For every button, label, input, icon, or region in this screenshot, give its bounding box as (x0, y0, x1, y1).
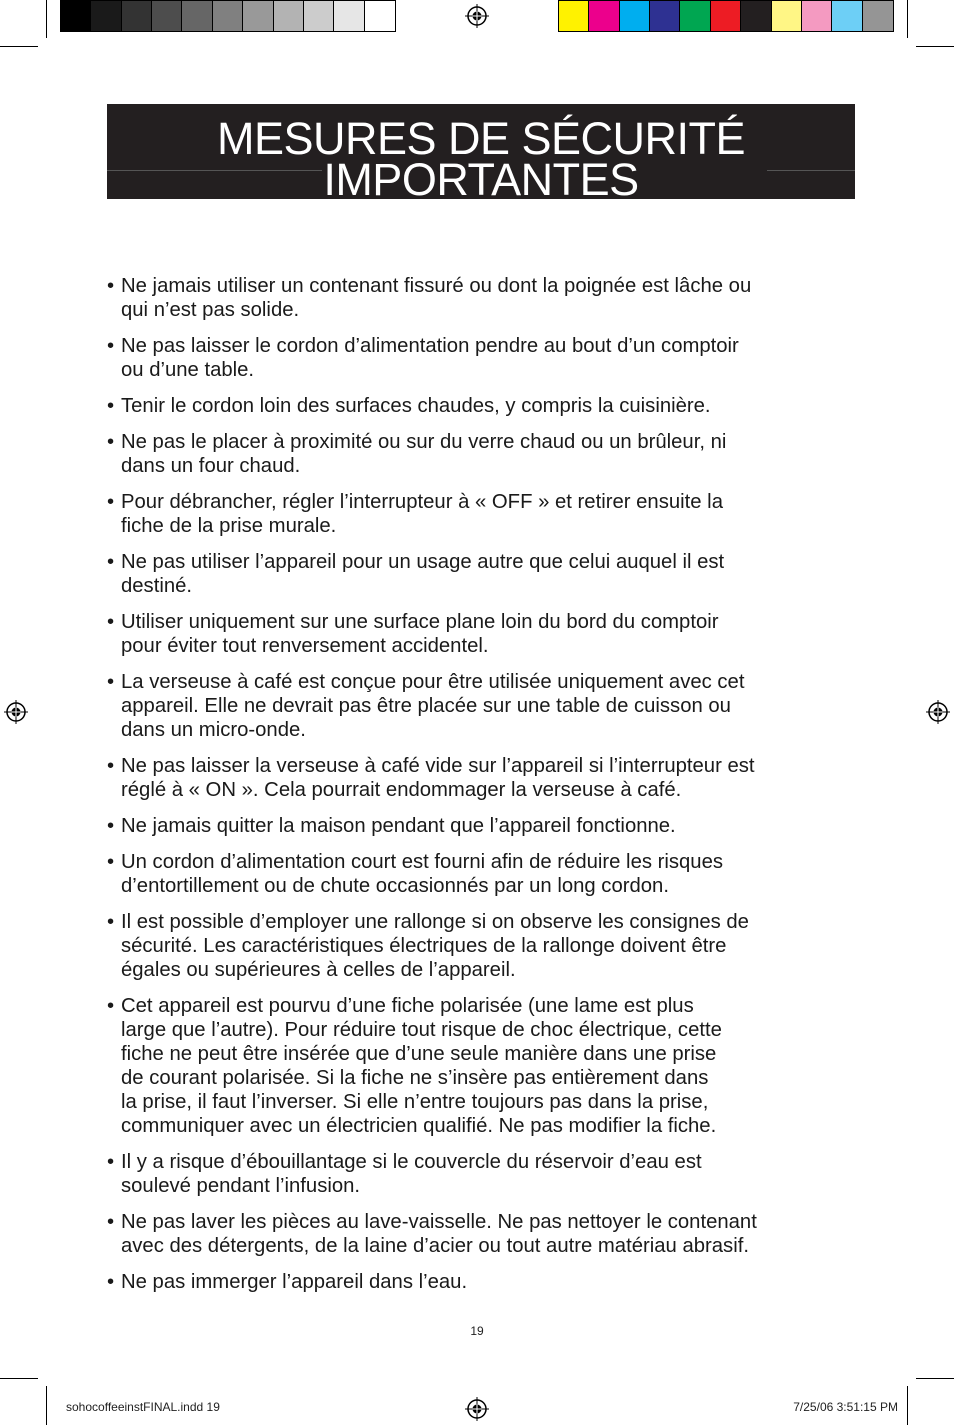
list-item (107, 1150, 867, 1198)
list-item-text: Ne jamais quitter la maison pendant que l’appareil fonctionne. (121, 815, 676, 837)
list-item-text: Ne pas laver les pièces au lave-vaisselle. Ne pas nettoyer le contenant avec des détergents, de la laine d’acier ou tout autre matériau abrasif. (121, 1211, 757, 1257)
list-item-text: Ne pas utiliser l’appareil pour un usage autre que celui auquel il est destiné. (121, 551, 725, 597)
list-item-text: Cet appareil est pourvu d’une fiche polarisée (une lame est plus large que l’autre). Pour réduire tout risque de choc électrique, cette fiche ne peut être insérée que d’une seule manière dans une prise de courant polarisée. Si la fiche ne s’insère pas entièrement dans la prise, il faut l’inverser. Si elle n’entre toujours pas dans la prise, communiquer avec un électricien qualifié. Ne pas modifier la fiche. (121, 995, 722, 1137)
crop-mark-top-left-h (0, 46, 38, 47)
grayscale-swatch (122, 1, 152, 31)
bullet-icon: • (107, 1151, 115, 1173)
list-item-text: Ne pas laisser le cordon d’alimentation pendre au bout d’un comptoir ou d’une table. (121, 335, 739, 381)
list-item-text: Utiliser uniquement sur une surface plane loin du bord du comptoir pour éviter tout renversement accidentel. (121, 611, 719, 657)
list-item (107, 1210, 867, 1258)
list-item-text: Ne pas le placer à proximité ou sur du verre chaud ou un brûleur, ni dans un four chaud. (121, 431, 727, 477)
list-item-text: Ne pas laisser la verseuse à café vide sur l’appareil si l’interrupteur est réglé à « ON ». Cela pourrait endommager la verseuse à café. (121, 755, 755, 801)
bullet-icon: • (107, 275, 115, 297)
registration-mark-icon (926, 700, 950, 724)
bullet-icon: • (107, 431, 115, 453)
process-color-swatch (559, 1, 589, 31)
list-item (107, 850, 867, 898)
list-item (107, 610, 867, 658)
list-item-text: Un cordon d’alimentation court est fourni afin de réduire les risques d’entortillement ou de chute occasionnés par un long cordon. (121, 851, 724, 897)
registration-mark-icon (465, 1397, 489, 1421)
grayscale-swatch (213, 1, 243, 31)
bullet-icon: • (107, 995, 115, 1017)
grayscale-swatch (334, 1, 364, 31)
list-item (107, 670, 867, 742)
crop-mark-bottom-right-h (916, 1378, 954, 1379)
list-item (107, 490, 867, 538)
process-color-swatch (620, 1, 650, 31)
list-item (107, 1270, 867, 1294)
list-item (107, 814, 867, 838)
bullet-icon: • (107, 671, 115, 693)
page-title-line-2: IMPORTANTES (323, 154, 639, 205)
list-item (107, 910, 867, 982)
list-item (107, 334, 867, 382)
bullet-icon: • (107, 911, 115, 933)
list-item (107, 394, 867, 418)
registration-mark-icon (465, 4, 489, 28)
grayscale-swatch (365, 1, 395, 31)
list-item-text: Il y a risque d’ébouillantage si le couvercle du réservoir d’eau est soulevé pendant l’infusion. (121, 1151, 702, 1197)
bullet-icon: • (107, 611, 115, 633)
process-color-swatch (680, 1, 710, 31)
registration-mark-icon (4, 700, 28, 724)
crop-mark-top-right-h (916, 46, 954, 47)
process-color-swatch (863, 1, 893, 31)
crop-mark-bottom-left-v (46, 1386, 47, 1425)
process-color-swatch (832, 1, 862, 31)
slug-filename: sohocoffeeinstFINAL.indd 19 (66, 1400, 220, 1414)
grayscale-swatch (91, 1, 121, 31)
page-title-banner (107, 104, 855, 205)
bullet-icon: • (107, 395, 115, 417)
slug-timestamp: 7/25/06 3:51:15 PM (793, 1400, 898, 1414)
list-item-text: Tenir le cordon loin des surfaces chaudes, y compris la cuisinière. (121, 395, 711, 417)
bullet-icon: • (107, 815, 115, 837)
list-item-text: Ne pas immerger l’appareil dans l’eau. (121, 1271, 468, 1293)
bullet-icon: • (107, 551, 115, 573)
grayscale-swatch (182, 1, 212, 31)
grayscale-swatch (304, 1, 334, 31)
list-item-text: Pour débrancher, régler l’interrupteur à « OFF » et retirer ensuite la fiche de la prise murale. (121, 491, 723, 537)
bullet-icon: • (107, 1271, 115, 1293)
process-color-swatch (741, 1, 771, 31)
list-item (107, 274, 867, 322)
crop-mark-top-right-v (907, 0, 908, 38)
crop-mark-bottom-left-h (0, 1378, 38, 1379)
bullet-icon: • (107, 335, 115, 357)
crop-mark-top-left-v (46, 0, 47, 38)
safety-instructions-list (107, 274, 867, 1306)
process-color-swatch (650, 1, 680, 31)
bullet-icon: • (107, 491, 115, 513)
list-item (107, 550, 867, 598)
page-title-line-1: MESURES DE SÉCURITÉ (216, 113, 746, 164)
grayscale-swatch (152, 1, 182, 31)
list-item (107, 430, 867, 478)
bullet-icon: • (107, 755, 115, 777)
list-item-text: Il est possible d’employer une rallonge si on observe les consignes de sécurité. Les caractéristiques électriques de la rallonge doivent être égales ou supérieures à celles de l’appareil. (121, 911, 749, 981)
list-item-text: Ne jamais utiliser un contenant fissuré ou dont la poignée est lâche ou qui n’est pas solide. (121, 275, 752, 321)
grayscale-swatch (243, 1, 273, 31)
grayscale-swatch (61, 1, 91, 31)
process-color-swatch (802, 1, 832, 31)
process-color-swatch (589, 1, 619, 31)
process-color-swatch (711, 1, 741, 31)
list-item-text: La verseuse à café est conçue pour être utilisée uniquement avec cet appareil. Elle ne devrait pas être placée sur une table de cuisson ou dans un micro-onde. (121, 671, 745, 741)
list-item (107, 994, 867, 1138)
grayscale-swatch (274, 1, 304, 31)
list-item (107, 754, 867, 802)
process-color-bar (558, 0, 894, 32)
bullet-icon: • (107, 1211, 115, 1233)
page-number: 19 (470, 1324, 484, 1338)
grayscale-color-bar (60, 0, 396, 32)
bullet-icon: • (107, 851, 115, 873)
process-color-swatch (772, 1, 802, 31)
crop-mark-bottom-right-v (907, 1386, 908, 1425)
